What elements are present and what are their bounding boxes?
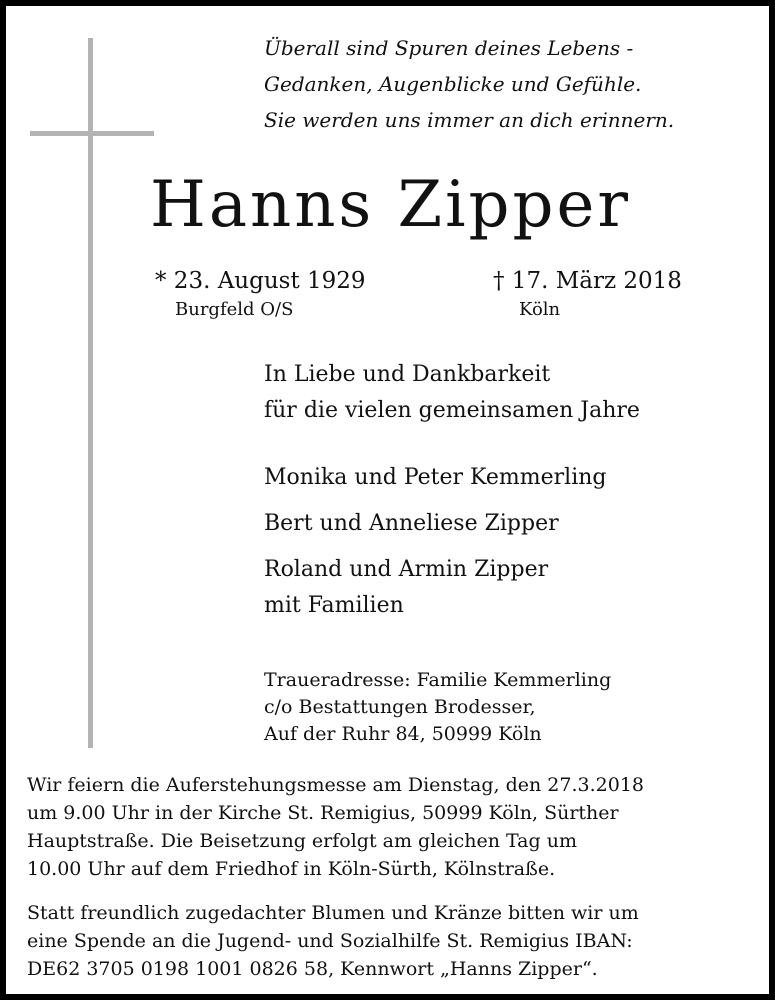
- donation-line: eine Spende an die Jugend- und Sozialhilfe St. Remigius IBAN:: [27, 930, 633, 952]
- birth-place: Burgfeld O/S: [175, 299, 294, 320]
- family-line: Monika und Peter Kemmerling: [264, 465, 607, 490]
- family-signatures: [264, 460, 606, 624]
- dedication-line: für die vielen gemeinsamen Jahre: [264, 398, 640, 423]
- address-line: Traueradresse: Familie Kemmerling: [264, 669, 612, 691]
- family-line: mit Familien: [264, 593, 404, 618]
- donation-paragraph: [27, 899, 755, 983]
- donation-line: Statt freundlich zugedachter Blumen und Kränze bitten wir um: [27, 902, 639, 924]
- service-line: Wir feiern die Auferstehungsmesse am Dienstag, den 27.3.2018: [27, 774, 644, 796]
- quote-line: Sie werden uns immer an dich erinnern.: [264, 108, 675, 132]
- dedication-line: In Liebe und Dankbarkeit: [264, 362, 551, 387]
- service-line: 10.00 Uhr auf dem Friedhof in Köln-Sürth, Kölnstraße.: [27, 858, 556, 880]
- mourning-address: [264, 667, 611, 748]
- birth-date: * 23. August 1929: [155, 268, 366, 294]
- cross-horizontal-beam: [30, 131, 154, 136]
- address-line: Auf der Ruhr 84, 50999 Köln: [264, 723, 542, 745]
- quote-line: Gedanken, Augenblicke und Gefühle.: [264, 72, 642, 96]
- quote-line: Überall sind Spuren deines Lebens -: [264, 36, 634, 60]
- service-line: um 9.00 Uhr in der Kirche St. Remigius, 50999 Köln, Sürther: [27, 802, 619, 824]
- death-place: Köln: [519, 299, 561, 320]
- deceased-name: Hanns Zipper: [150, 168, 631, 242]
- family-line: Roland und Armin Zipper: [264, 557, 549, 582]
- death-date: † 17. März 2018: [493, 268, 682, 294]
- dedication: [264, 357, 640, 429]
- birth-info: [155, 266, 366, 324]
- memorial-quote: [264, 30, 674, 138]
- service-paragraph: [27, 771, 755, 883]
- cross-vertical-beam: [88, 38, 93, 748]
- address-line: c/o Bestattungen Brodesser,: [264, 696, 536, 718]
- donation-line: DE62 3705 0198 1001 0826 58, Kennwort „Hanns Zipper“.: [27, 958, 598, 980]
- family-line: Bert und Anneliese Zipper: [264, 511, 559, 536]
- service-line: Hauptstraße. Die Beisetzung erfolgt am gleichen Tag um: [27, 830, 577, 852]
- death-info: [493, 266, 682, 324]
